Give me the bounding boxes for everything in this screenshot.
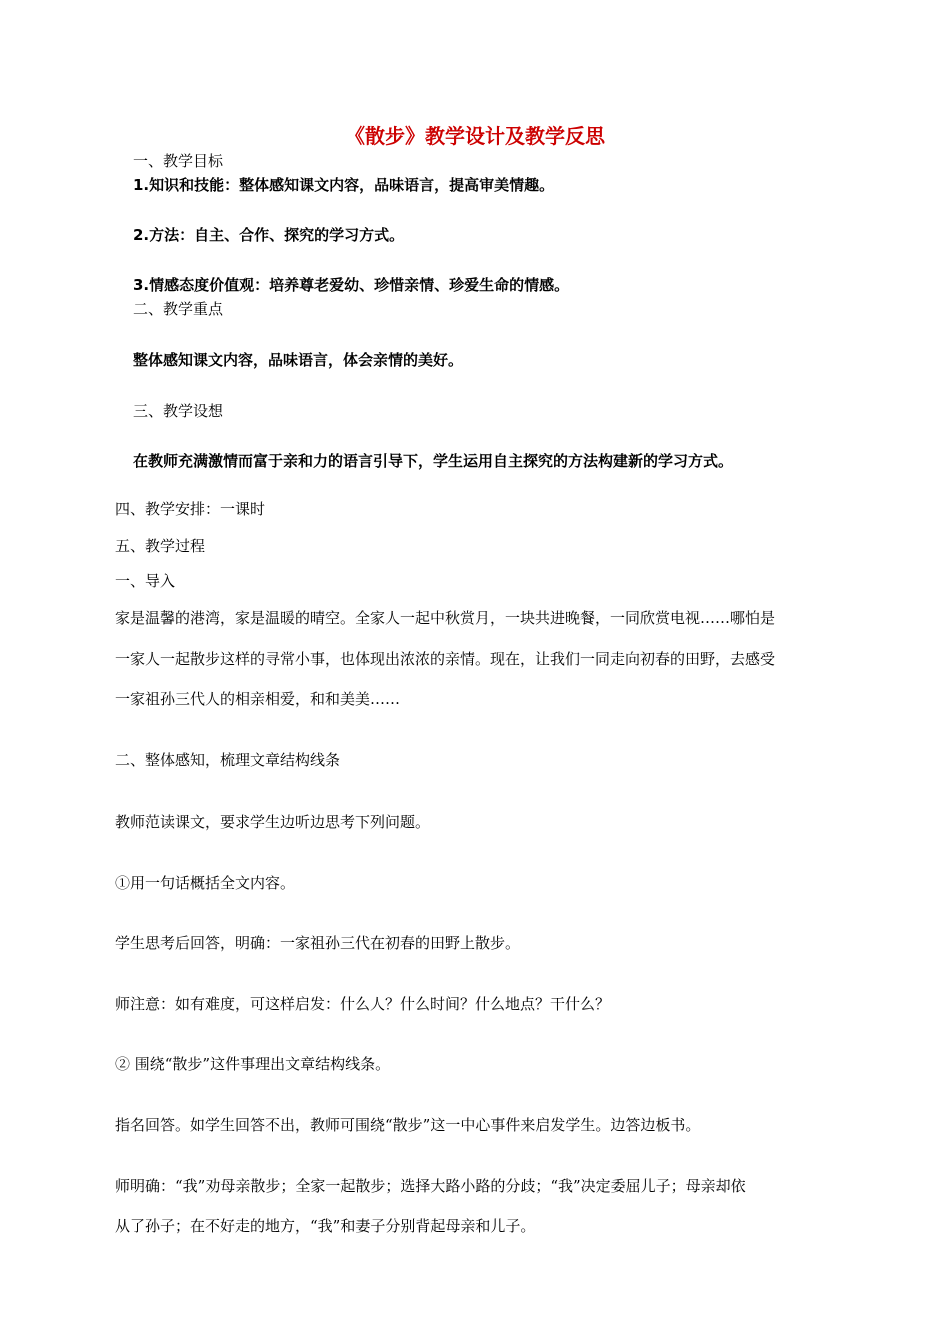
document-title: 《散步》教学设计及教学反思 bbox=[345, 124, 605, 148]
arrangement-text: 四、教学安排：一课时 bbox=[115, 500, 266, 518]
objective-item-1: 1.知识和技能：整体感知课文内容，品味语言，提高审美情趣。 bbox=[133, 176, 555, 194]
intro-heading: 一、导入 bbox=[115, 572, 176, 590]
key-points-text: 整体感知课文内容，品味语言，体会亲情的美好。 bbox=[133, 351, 464, 369]
intro-line-2: 一家人一起散步这样的寻常小事，也体现出浓浓的亲情。现在，让我们一同走向初春的田野，去感受 bbox=[115, 650, 776, 668]
concept-text: 在教师充满激情而富于亲和力的语言引导下，学生运用自主探究的方法构建新的学习方式。 bbox=[133, 452, 734, 470]
objectives-heading: 一、教学目标 bbox=[133, 152, 224, 170]
concept-heading: 三、教学设想 bbox=[133, 402, 224, 420]
key-points-heading: 二、教学重点 bbox=[133, 300, 224, 318]
process-heading: 五、教学过程 bbox=[115, 537, 206, 555]
answer-line-1: 师明确：“我”劝母亲散步；全家一起散步；选择大路小路的分歧；“我”决定委屈儿子；母亲却依 bbox=[115, 1177, 746, 1195]
overview-paragraph-2: 指名回答。如学生回答不出，教师可围绕“散步”这一中心事件来启发学生。边答边板书。 bbox=[115, 1116, 701, 1134]
question-2: ② 围绕“散步”这件事理出文章结构线条。 bbox=[115, 1055, 391, 1073]
intro-line-3: 一家祖孙三代人的相亲相爱，和和美美…… bbox=[115, 690, 401, 708]
answer-1: 学生思考后回答，明确：一家祖孙三代在初春的田野上散步。 bbox=[115, 934, 521, 952]
overview-heading: 二、整体感知，梳理文章结构线条 bbox=[115, 751, 341, 769]
answer-line-2: 从了孙子；在不好走的地方，“我”和妻子分别背起母亲和儿子。 bbox=[115, 1217, 536, 1235]
question-1: ①用一句话概括全文内容。 bbox=[115, 874, 296, 892]
objective-item-2: 2.方法：自主、合作、探究的学习方式。 bbox=[133, 226, 405, 244]
intro-line-1: 家是温馨的港湾，家是温暖的晴空。全家人一起中秋赏月，一块共进晚餐，一同欣赏电视……哪怕是 bbox=[115, 609, 776, 627]
teacher-note: 师注意：如有难度，可这样启发：什么人？什么时间？什么地点？干什么？ bbox=[115, 995, 611, 1013]
overview-paragraph-1: 教师范读课文，要求学生边听边思考下列问题。 bbox=[115, 813, 431, 831]
objective-item-3: 3.情感态度价值观：培养尊老爱幼、珍惜亲情、珍爱生命的情感。 bbox=[133, 276, 570, 294]
